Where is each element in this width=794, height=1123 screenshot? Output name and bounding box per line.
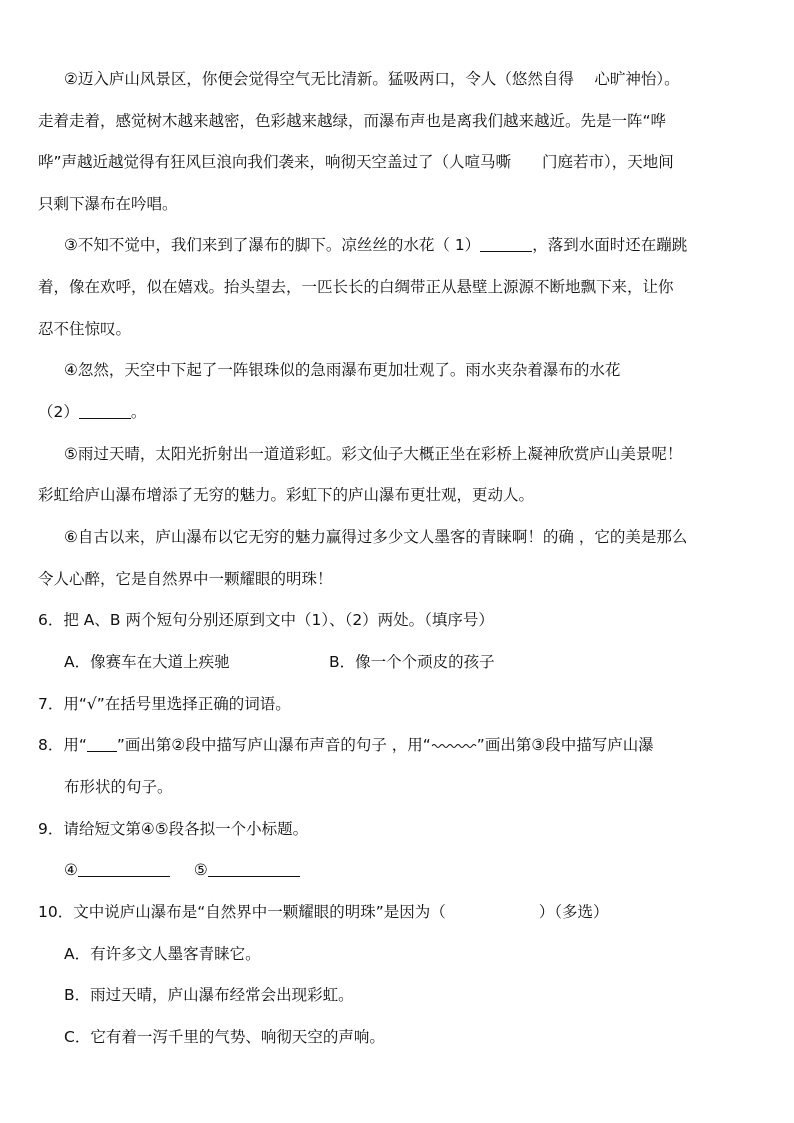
question-9-answers: [64, 859, 300, 881]
blank-2[interactable]: [79, 402, 131, 419]
question-8-text-a: 8．用“: [38, 736, 87, 754]
question-6-option-a[interactable]: A．像赛车在大道上疾驰: [64, 653, 230, 671]
question-9-label-5: ⑤: [193, 861, 208, 879]
heading-blank-5[interactable]: [208, 860, 300, 877]
para3-line2: 着，像在欢呼，似在嬉戏。抬头望去，一匹长长的白绸带正从悬壁上源源不断地飘下来，让你: [38, 278, 674, 296]
question-10-option-b[interactable]: B．雨过天晴，庐山瀑布经常会出现彩虹。: [64, 986, 354, 1004]
para5-line1: ⑤雨过天晴，太阳光折射出一道道彩虹。彩文仙子大概正坐在彩桥上凝神欣赏庐山美景呢！: [64, 445, 683, 463]
para6-line1: ⑥自古以来，庐山瀑布以它无穷的魅力赢得过多少文人墨客的青睐啊！的确 ，它的美是那么: [64, 528, 688, 546]
question-8-line1: [38, 734, 654, 756]
para3-line1-rest: ，落到水面时还在蹦跳: [532, 236, 688, 254]
question-8-text-b: ”画出第②段中描写庐山瀑布声音的句子 ，用“: [116, 736, 431, 754]
para5-line2: 彩虹给庐山瀑布增添了无穷的魅力。彩虹下的庐山瀑布更壮观，更动人。: [38, 486, 535, 504]
para3-line3: 忍不住惊叹。: [38, 320, 132, 338]
para2-line1: ②迈入庐山风景区，你便会觉得空气无比清新。猛吸两口，令人（悠然自得 心旷神怡）。: [64, 70, 680, 88]
question-10-option-a[interactable]: A．有许多文人墨客青睐它。: [64, 945, 261, 963]
question-6: 6．把 A、B 两个短句分别还原到文中（1）、（2）两处。（填序号）: [38, 611, 494, 629]
question-10: 10．文中说庐山瀑布是“自然界中一颗耀眼的明珠”是因为（ ）（多选）: [38, 903, 609, 921]
question-8-text-c: ”画出第③段中描写庐山瀑: [476, 736, 654, 754]
straight-underline-sample: [87, 737, 117, 752]
wavy-underline-sample: [431, 739, 477, 749]
para2-line2: 走着走着，感觉树木越来越密，色彩越来越绿，而瀑布声也是离我们越来越近。先是一阵“哗: [38, 112, 667, 130]
para3-line1: [64, 234, 687, 256]
question-9: 9．请给短文第④⑤段各拟一个小标题。: [38, 820, 309, 838]
blank-1[interactable]: [480, 235, 532, 252]
para6-line2: 令人心醉，它是自然界中一颗耀眼的明珠！: [38, 570, 333, 588]
para3-line1-text: ③不知不觉中，我们来到了瀑布的脚下。凉丝丝的水花（ 1）: [64, 236, 481, 254]
question-10-option-c[interactable]: C．它有着一泻千里的气势、响彻天空的声响。: [64, 1028, 385, 1046]
question-9-label-4: ④: [64, 861, 78, 879]
question-8-line2: 布形状的句子。: [64, 778, 173, 796]
para4-line2-text: （2）: [38, 403, 79, 421]
para4-line1: ④忽然，天空中下起了一阵银珠似的急雨瀑布更加壮观了。雨水夹杂着瀑布的水花: [64, 361, 621, 379]
para2-line4: 只剩下瀑布在吟唱。: [38, 195, 178, 213]
para2-line3: 哗”声越近越觉得有狂风巨浪向我们袭来，响彻天空盖过了（人喧马嘶 门庭若市），天地间: [38, 153, 674, 171]
para4-line2: [38, 401, 146, 423]
question-6-option-b[interactable]: B．像一个个顽皮的孩子: [329, 653, 495, 671]
question-7: 7．用“√”在括号里选择正确的词语。: [38, 695, 291, 713]
heading-blank-4[interactable]: [78, 860, 170, 877]
para4-line2-end: 。: [130, 403, 147, 421]
